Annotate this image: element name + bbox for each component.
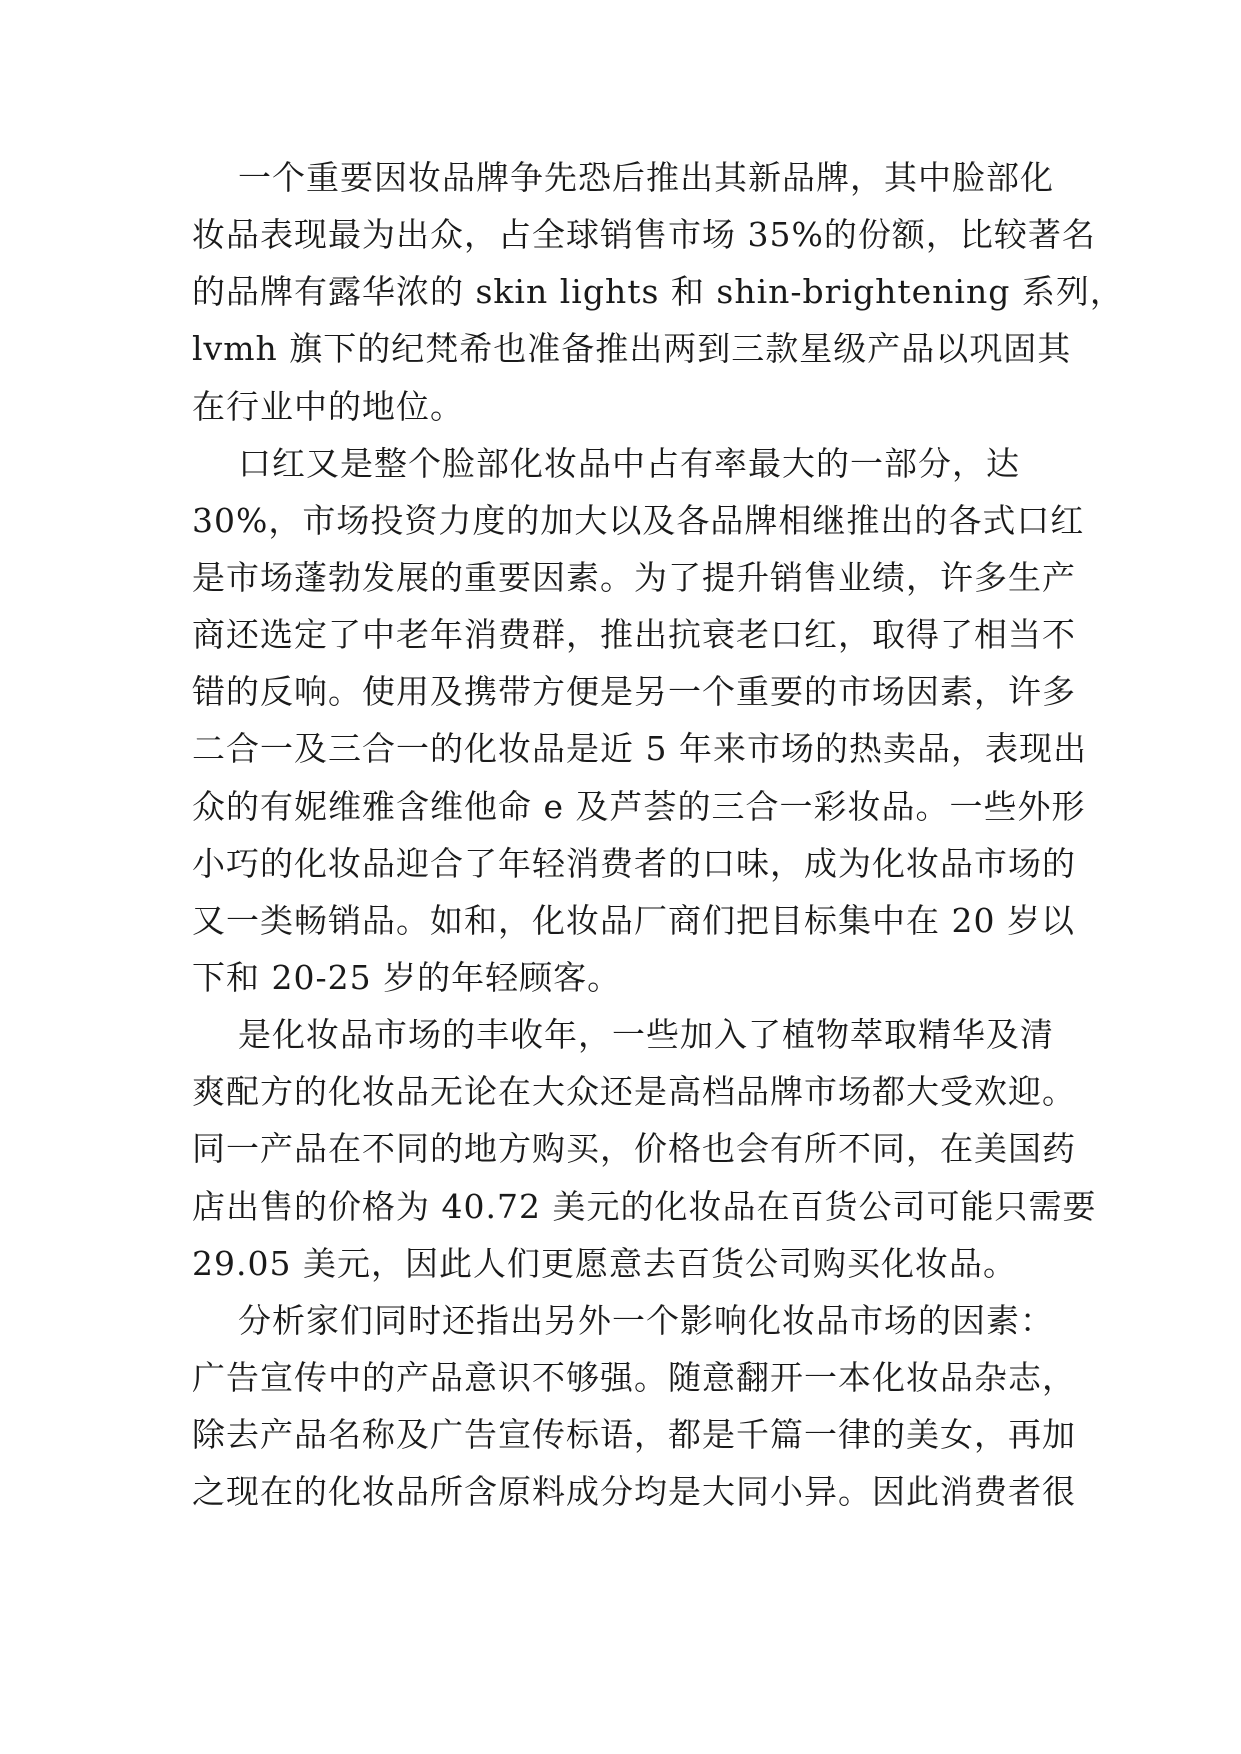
text-line: 小巧的化妆品迎合了年轻消费者的口味，成为化妆品市场的	[192, 843, 1076, 883]
text-line: 除去产品名称及广告宣传标语，都是千篇一律的美女，再加	[192, 1415, 1076, 1455]
text-line: 又一类畅销品。如和，化妆品厂商们把目标集中在 20 岁以	[192, 900, 1075, 940]
text-line: 二合一及三合一的化妆品是近 5 年来市场的热卖品，表现出	[192, 729, 1087, 769]
text-line: 口红又是整个脸部化妆品中占有率最大的一部分，达	[192, 443, 1020, 483]
text-line: 30%，市场投资力度的加大以及各品牌相继推出的各式口红	[192, 500, 1085, 540]
text-line: 分析家们同时还指出另外一个影响化妆品市场的因素：	[192, 1300, 1054, 1340]
text-line: 一个重要因妆品牌争先恐后推出其新品牌，其中脸部化	[192, 158, 1054, 197]
text-line: 29.05 美元，因此人们更愿意去百货公司购买化妆品。	[192, 1243, 1017, 1283]
text-line: 下和 20-25 岁的年轻顾客。	[192, 957, 622, 997]
text-line: 是化妆品市场的丰收年，一些加入了植物萃取精华及清	[192, 1015, 1054, 1055]
text-line: 妆品表现最为出众，占全球销售市场 35%的份额，比较著名	[192, 215, 1096, 255]
text-line: lvmh 旗下的纪梵希也准备推出两到三款星级产品以巩固其	[192, 329, 1072, 369]
text-line: 广告宣传中的产品意识不够强。随意翻开一本化妆品杂志，	[192, 1357, 1076, 1397]
text-line: 同一产品在不同的地方购买，价格也会有所不同，在美国药	[192, 1129, 1076, 1169]
text-line: 爽配方的化妆品无论在大众还是高档品牌市场都大受欢迎。	[192, 1072, 1076, 1112]
text-line: 商还选定了中老年消费群，推出抗衰老口红，取得了相当不	[192, 615, 1076, 655]
text-line: 的品牌有露华浓的 skin lights 和 shin-brightening 系列，	[192, 272, 1124, 312]
text-line: 错的反响。使用及携带方便是另一个重要的市场因素，许多	[192, 672, 1076, 712]
text-line: 店出售的价格为 40.72 美元的化妆品在百货公司可能只需要	[192, 1186, 1097, 1226]
text-line: 之现在的化妆品所含原料成分均是大同小异。因此消费者很	[192, 1472, 1076, 1512]
text-line: 众的有妮维雅含维他命 e 及芦荟的三合一彩妆品。一些外形	[192, 786, 1086, 826]
body-text	[192, 158, 1124, 1529]
text-line: 在行业中的地位。	[192, 386, 464, 426]
text-line: 是市场蓬勃发展的重要因素。为了提升销售业绩，许多生产	[192, 557, 1076, 597]
